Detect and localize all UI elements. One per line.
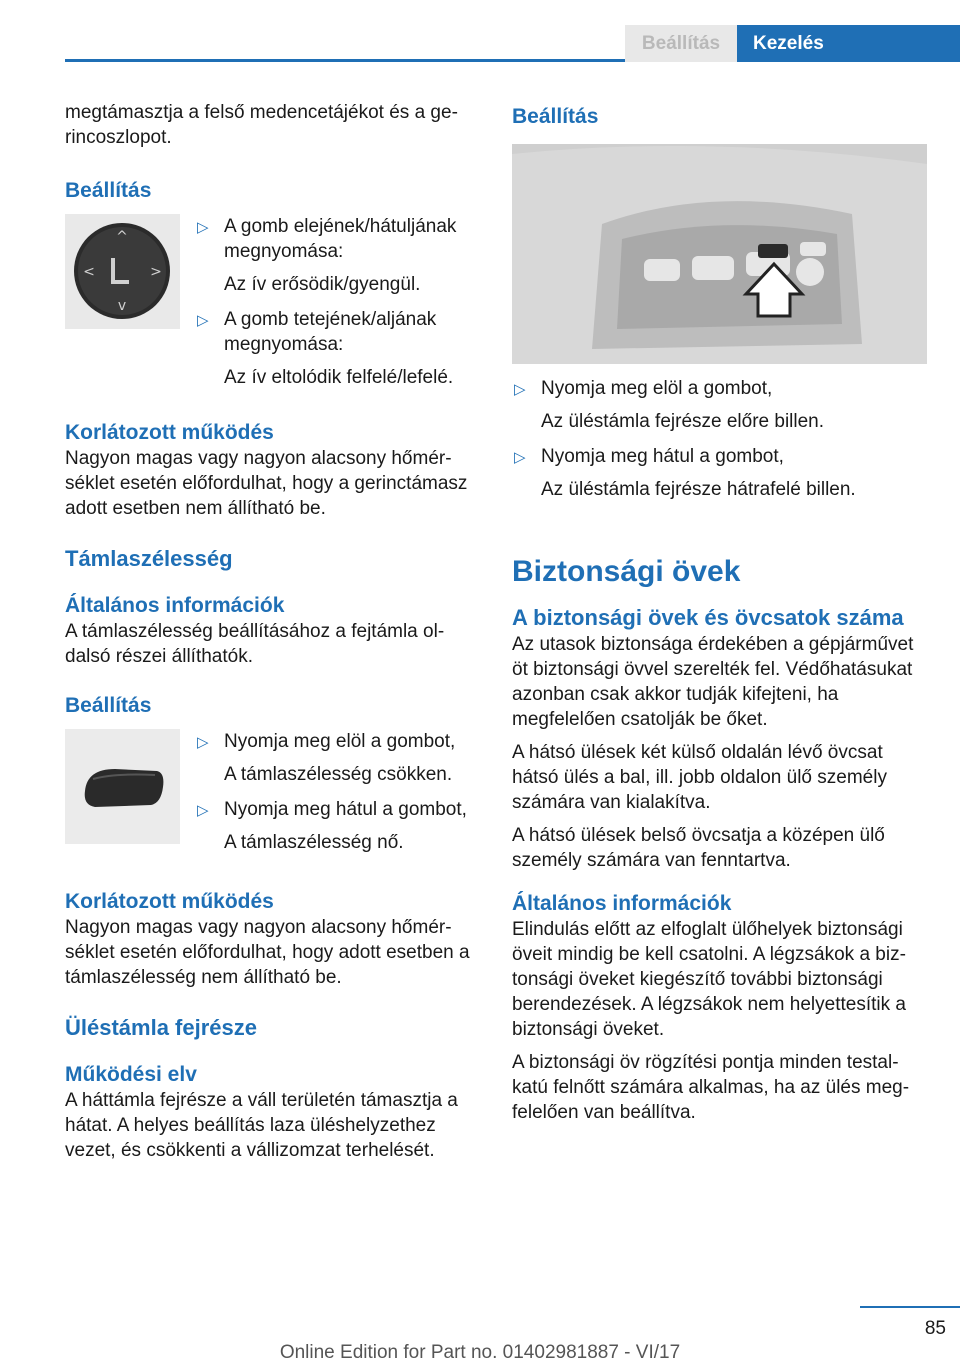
header-tab-section: Beállítás (625, 25, 737, 62)
paragraph: Nagyon magas vagy nagyon alacsony hőmérséklet esetén előfordulhat, hogy adott esetben a támlaszélesség nem állítható be. (65, 917, 470, 988)
page-number: 85 (924, 1318, 946, 1339)
heading-tamlaszelesseg: Támlaszélesség (65, 546, 233, 571)
svg-text:<: < (83, 264, 95, 280)
paragraph: A biztonsági öv rögzítési pontja minden testalkatú felnőtt számára alkalmas, ha az ülés megfelelően van beállítva. (512, 1052, 910, 1123)
online-edition-footer: Online Edition for Part no. 01402981887 - VI/17 (279, 1342, 681, 1363)
left-column (65, 100, 480, 1171)
seat-controls-image (512, 144, 927, 364)
paragraph: A hátsó ülések belső övcsatja a középen ülő személy számára van fenntartva. (512, 825, 885, 871)
width-button-image (65, 729, 180, 855)
footer-rule (860, 1306, 960, 1308)
heading-beallitas-1: Beállítás (65, 179, 152, 202)
list-item: ▷ Nyomja meg hátul a gombot, A támlaszélesség nő. (197, 799, 467, 853)
paragraph: Nagyon magas vagy nagyon alacsony hőmérséklet esetén előfordulhat, hogy a gerinctámasz adott esetben nem állítható be. (65, 448, 468, 519)
heading-mukodesi-elv: Működési elv (65, 1063, 197, 1086)
paragraph: Az utasok biztonsága érdekében a gépjárművet öt biztonsági övvel szerelték fel. Védőhatásukat azonban csak akkor tudják kifejteni, ha megfelelően csatolják be őket. (512, 634, 914, 730)
list-item: ▷ A gomb tetejének/aljának megnyomása: Az ív eltolódik felfelé/lefelé. (197, 309, 454, 388)
heading-ovek-szama: A biztonsági övek és övcsatok száma (512, 605, 904, 630)
lumbar-steps (195, 214, 480, 390)
headrest-steps (512, 376, 927, 502)
heading-altalanos-2: Általános információk (512, 892, 732, 915)
lumbar-button-image (65, 214, 180, 390)
width-adjust-block (65, 729, 480, 855)
heading-beallitas-3: Beállítás (512, 105, 599, 128)
header-tab-chapter: Kezelés (737, 25, 960, 62)
intro-text: megtámasztja a felső medencetájékot és a gerincoszlopot. (65, 102, 458, 148)
heading-ulestamla-fejresze: Üléstámla fejrésze (65, 1015, 257, 1040)
list-item: ▷ Nyomja meg elöl a gombot, Az üléstámla fejrésze előre billen. (514, 378, 825, 432)
paragraph: Elindulás előtt az elfoglalt ülőhelyek biztonsági öveit mindig be kell csatolni. A légzsákok a biztonsági öveket kiegészítő további biztonsági berendezések. A légzsákok nem helyettesítik a biztonsági öveket. (512, 919, 906, 1040)
lumbar-adjust-block (65, 214, 480, 390)
svg-text:v: v (117, 298, 127, 314)
width-steps (195, 729, 480, 855)
heading-beallitas-2: Beállítás (65, 694, 152, 717)
list-item: ▷ Nyomja meg hátul a gombot, Az üléstámla fejrésze hátrafelé billen. (514, 446, 856, 500)
paragraph: A hátsó ülések két külső oldalán lévő övcsat hátsó ülés a bal, ill. jobb oldalon ülő személy számára van kialakítva. (512, 742, 887, 813)
list-item: ▷ Nyomja meg elöl a gombot, A támlaszélesség csökken. (197, 731, 456, 785)
chapter-title: Biztonsági övek (512, 555, 741, 588)
paragraph: A támlaszélesség beállításához a fejtámla oldalsó részei állíthatók. (65, 621, 445, 667)
right-column (512, 100, 927, 1133)
paragraph: A háttámla fejrésze a váll területén támasztja a hátat. A helyes beállítás laza üléshelyzethez vezet, és csökkenti a vállizomzat terhelését. (65, 1090, 458, 1161)
list-item: ▷ A gomb elejének/hátuljának megnyomása: Az ív erősödik/gyengül. (197, 216, 457, 295)
heading-altalanos-1: Általános információk (65, 594, 285, 617)
heading-korlatozott-2: Korlátozott működés (65, 890, 274, 913)
heading-korlatozott-1: Korlátozott működés (65, 421, 274, 444)
svg-text:^: ^ (116, 229, 128, 245)
svg-text:>: > (150, 264, 162, 280)
